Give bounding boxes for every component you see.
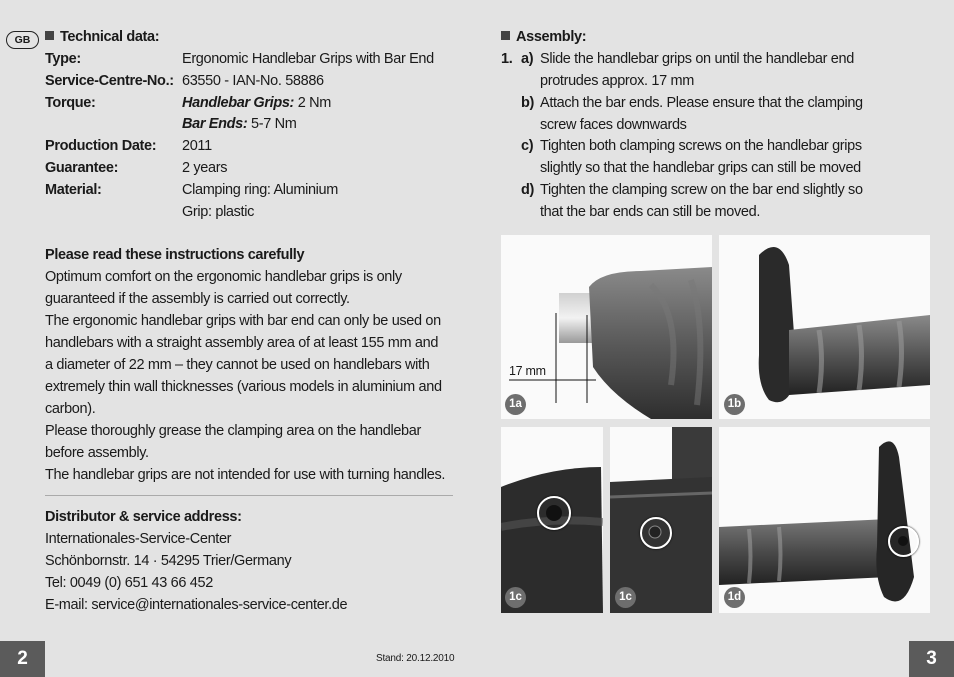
distributor-email[interactable]: E-mail: service@internationales-service-center.de (45, 597, 348, 613)
step-b-letter: b) (521, 95, 534, 111)
step-a-letter: a) (521, 51, 534, 67)
instruction-line: Optimum comfort on the ergonomic handlebar grips is only (45, 269, 402, 285)
instruction-line: handlebars with a straight assembly area of at least 155 mm and (45, 335, 439, 351)
assembly-heading: Assembly: (501, 26, 586, 48)
torque-grips-value: Handlebar Grips: 2 Nm (182, 95, 331, 111)
technical-data-heading: Technical data: (45, 26, 159, 48)
distributor-heading: Distributor & service address: (45, 509, 242, 525)
stand-date: Stand: 20.12.2010 (376, 653, 455, 664)
instruction-line: a diameter of 22 mm – they cannot be used on handlebars with (45, 357, 430, 373)
square-bullet-icon (45, 31, 54, 40)
highlight-ring (537, 496, 571, 530)
figure-1c-right (610, 427, 712, 613)
instructions-body (45, 266, 445, 486)
guarantee-value: 2 years (182, 160, 228, 176)
grip-illustration (719, 235, 930, 419)
figure-badge-1d: 1d (724, 587, 745, 608)
section-divider (45, 495, 453, 496)
production-date-label: Production Date: (45, 138, 157, 154)
service-centre-label: Service-Centre-No.: (45, 73, 174, 89)
guarantee-label: Guarantee: (45, 160, 119, 176)
material-value-1: Clamping ring: Aluminium (182, 182, 338, 198)
figure-1a (501, 235, 712, 419)
step-c-letter: c) (521, 138, 534, 154)
distributor-line: Tel: 0049 (0) 651 43 66 452 (45, 575, 213, 591)
figure-1d (719, 427, 930, 613)
step-d-letter: d) (521, 182, 534, 198)
highlight-ring (640, 517, 672, 549)
grip-illustration (501, 235, 712, 419)
step-a-text: Slide the handlebar grips on until the handlebar end protrudes approx. 17 mm (540, 51, 854, 89)
step-number: 1. (501, 51, 513, 67)
step-d-text: Tighten the clamping screw on the bar end slightly so that the bar ends can still be moved. (540, 182, 863, 220)
torque-label: Torque: (45, 95, 96, 111)
figure-badge-1c: 1c (615, 587, 636, 608)
step-b-text: Attach the bar ends. Please ensure that the clamping screw faces downwards (540, 95, 863, 133)
instruction-line: carbon). (45, 401, 96, 417)
service-centre-value: 63550 - IAN-No. 58886 (182, 73, 324, 89)
distributor-line: Internationales-Service-Center (45, 531, 232, 547)
instruction-line: before assembly. (45, 445, 149, 461)
material-value-2: Grip: plastic (182, 204, 254, 220)
grip-illustration (719, 427, 930, 613)
torque-ends-value: Bar Ends: 5-7 Nm (182, 116, 297, 132)
production-date-value: 2011 (182, 138, 212, 154)
instructions-heading: Please read these instructions carefully (45, 247, 305, 263)
highlight-ring (888, 526, 919, 557)
distributor-address (45, 528, 347, 616)
instruction-line: The ergonomic handlebar grips with bar end can only be used on (45, 313, 441, 329)
instruction-line: extremely thin wall thicknesses (various models in aluminium and (45, 379, 442, 395)
figure-badge-1a: 1a (505, 394, 526, 415)
type-label: Type: (45, 51, 81, 67)
figure-badge-1b: 1b (724, 394, 745, 415)
figure-badge-1c: 1c (505, 587, 526, 608)
square-bullet-icon (501, 31, 510, 40)
step-c-text: Tighten both clamping screws on the handlebar grips slightly so that the handlebar grips can still be moved (540, 138, 862, 176)
instruction-line: Please thoroughly grease the clamping area on the handlebar (45, 423, 421, 439)
instruction-line: The handlebar grips are not intended for use with turning handles. (45, 467, 446, 483)
instruction-line: guaranteed if the assembly is carried out correctly. (45, 291, 350, 307)
page-number-left: 2 (0, 641, 45, 677)
page-number-right: 3 (909, 641, 954, 677)
language-badge: GB (6, 31, 39, 49)
material-label: Material: (45, 182, 102, 198)
figure-1c-left (501, 427, 603, 613)
dimension-label: 17 mm (509, 364, 546, 378)
figure-1b (719, 235, 930, 419)
type-value: Ergonomic Handlebar Grips with Bar End (182, 51, 434, 67)
distributor-line: Schönbornstr. 14 · 54295 Trier/Germany (45, 553, 292, 569)
